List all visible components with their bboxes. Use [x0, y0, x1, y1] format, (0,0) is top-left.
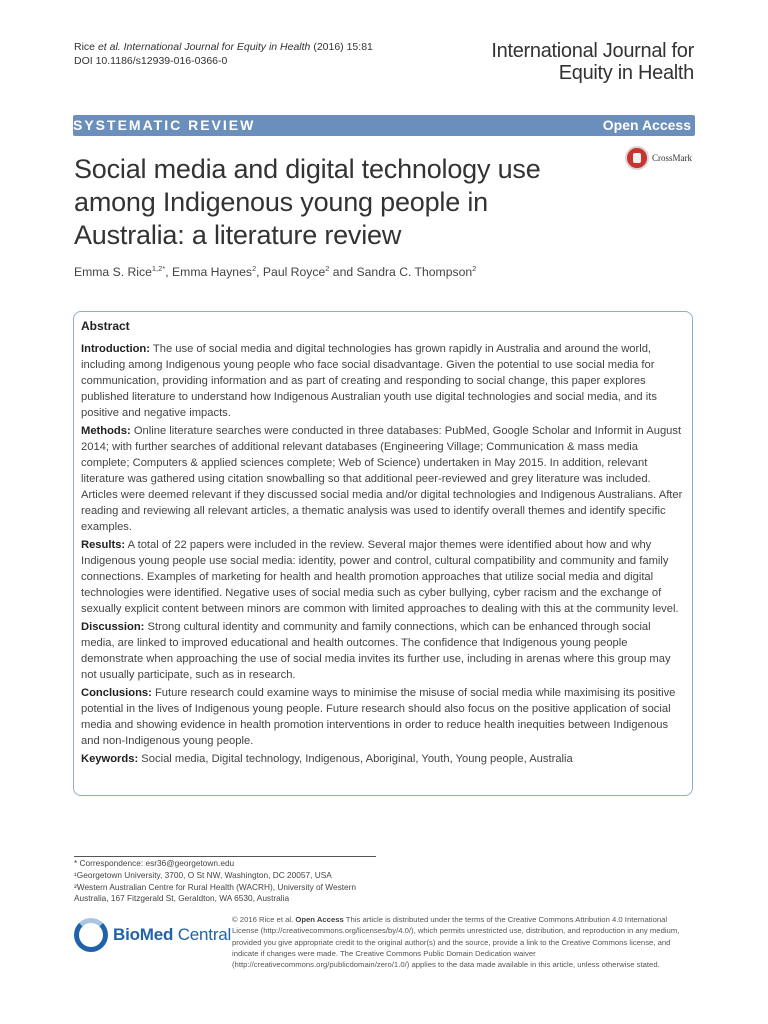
author-separator: and: [329, 265, 357, 280]
section-label: Methods:: [81, 425, 131, 437]
section-label: Results:: [81, 539, 126, 551]
author-affiliation: 1,2*: [151, 264, 166, 273]
license-statement: [232, 914, 695, 970]
author-separator: ,: [165, 265, 173, 280]
license-text: This article is distributed under the terms of the Creative Commons Attribution 4.0 International License (http://creativecommons.org/licenses/by/4.0/), which permits unrestricted use, distribution, and reproduction in any medium, provided you give appropriate credit to the original author(s) and the source, provide a link to the Creative Commons license, and indicate if changes were made. The Creative Commons Public Domain Dedication waiver (http://creativecommons.org/publicdomain/zero/1.0/) applies to the data made available in this article, unless otherwise stated.: [232, 915, 680, 970]
abstract: [81, 318, 685, 769]
author-affiliation: 2: [325, 264, 330, 273]
publisher-name-light: Central: [173, 925, 232, 944]
author-name: Sandra C. Thompson: [356, 265, 473, 280]
author-affiliation: 2: [472, 264, 477, 273]
citation-year-volume: (2016) 15:81: [310, 41, 373, 53]
author-affiliation: 2: [251, 264, 257, 273]
journal-logo: [491, 40, 694, 84]
doi-link[interactable]: DOI 10.1186/s12939-016-0366-0: [74, 55, 228, 67]
abstract-discussion: [81, 619, 685, 683]
publisher-name-bold: BioMed: [113, 925, 174, 944]
article-title: Social media and digital technology use among Indigenous young people in Australia: a literature review: [74, 154, 541, 250]
affiliation-2-line2: Australia, 167 Fitzgerald St, Geraldton, WA 6530, Australia: [74, 893, 290, 904]
section-label: Keywords:: [81, 753, 139, 765]
section-text: Future research could examine ways to minimise the misuse of social media while maximising its positive potential in the lives of Indigenous young people. Future research should also focus on the positive application of social media and showing evidence in health promotion interventions in order to reduce health inequities between Indigenous and non-Indigenous young people.: [81, 687, 676, 747]
crossmark-label: CrossMark: [652, 153, 692, 163]
citation-journal: et al. International Journal for Equity in Health: [97, 41, 311, 53]
section-label: Conclusions:: [81, 687, 152, 699]
article-type-label: SYSTEMATIC REVIEW: [73, 117, 256, 133]
citation-line: [74, 40, 373, 54]
journal-name-line2: Equity in Health: [558, 62, 694, 84]
license-prefix: © 2016 Rice et al.: [232, 915, 296, 924]
section-text: Strong cultural identity and community and family connections, which can be enhanced through social media, are linked to improved educational and health outcomes. The confidence that Indigenous young people demonstrate when approaching the use of social media invites its further use, including in arenas where this group may not usually participate, such as in research.: [81, 621, 671, 681]
open-access-label: Open Access: [602, 117, 691, 133]
affiliation-2-line1: ²Western Australian Centre for Rural Health (WACRH), University of Western: [74, 881, 357, 892]
author-separator: ,: [256, 265, 263, 280]
article-type-band: [73, 115, 695, 136]
author-list: [74, 264, 476, 279]
section-text: The use of social media and digital technologies has grown rapidly in Australia and around the world, including among Indigenous young people who face social disadvantage. Given the potential to use social media for communication, providing information and as part of creating and responding to social change, this paper explores published literature to understand how Indigenous Australian youth use digital technologies and social media, and its positive and negative impacts.: [81, 343, 657, 419]
abstract-keywords: [81, 751, 685, 767]
journal-name-line1: International Journal for: [491, 40, 694, 62]
correspondence-note: * Correspondence: esr36@georgetown.edu: [74, 858, 235, 868]
affiliation-1: ¹Georgetown University, 3700, O St NW, Washington, DC 20057, USA: [74, 869, 332, 880]
section-text: A total of 22 papers were included in the review. Several major themes were identified about how and why Indigenous young people use social media: identity, power and control, cultural compatibility and community and family connections. Examples of marketing for health and health promotion approaches that utilize social media and digital technologies were identified. Negative uses of social media such as cyber bullying, cyber racism and the exchange of sexually explicit content between minors are common with limited approaches to dealing with this at the community level.: [81, 539, 679, 615]
footnotes: [74, 858, 384, 905]
publisher-logo[interactable]: [74, 918, 231, 952]
license-open-access: Open Access: [295, 915, 344, 924]
crossmark-icon: [625, 146, 649, 170]
abstract-results: [81, 537, 685, 617]
abstract-conclusions: [81, 685, 685, 749]
section-text: Social media, Digital technology, Indigenous, Aboriginal, Youth, Young people, Australia: [138, 753, 573, 765]
abstract-heading: Abstract: [81, 319, 130, 333]
author-name: Emma Haynes: [172, 265, 252, 280]
abstract-methods: [81, 423, 685, 535]
author-name: Paul Royce: [262, 265, 326, 280]
abstract-introduction: [81, 341, 685, 421]
author-name: Emma S. Rice: [74, 265, 152, 280]
crossmark-badge[interactable]: [625, 146, 692, 170]
section-label: Introduction:: [81, 343, 150, 355]
section-text: Online literature searches were conducted in three databases: PubMed, Google Scholar and Informit in August 2014; with further searches of additional relevant databases (Engineering Village; Communication & mass media complete; Computers & applied sciences complete; Web of Science) undertaken in May 2015. In addition, relevant literature was gathered using citation snowballing so that additional peer-reviewed and grey literature was included. Articles were deemed relevant if they discussed social media and/or digital technologies and Indigenous Australians. After reading and reviewing all relevant articles, a thematic analysis was used to identify overall themes and identify specific examples.: [81, 425, 683, 533]
footnote-divider: [74, 856, 376, 857]
section-label: Discussion:: [81, 621, 145, 633]
citation-header: [74, 40, 373, 68]
publisher-name: [113, 925, 231, 945]
biomed-central-icon: [74, 918, 108, 952]
citation-authors: Rice: [74, 41, 98, 53]
